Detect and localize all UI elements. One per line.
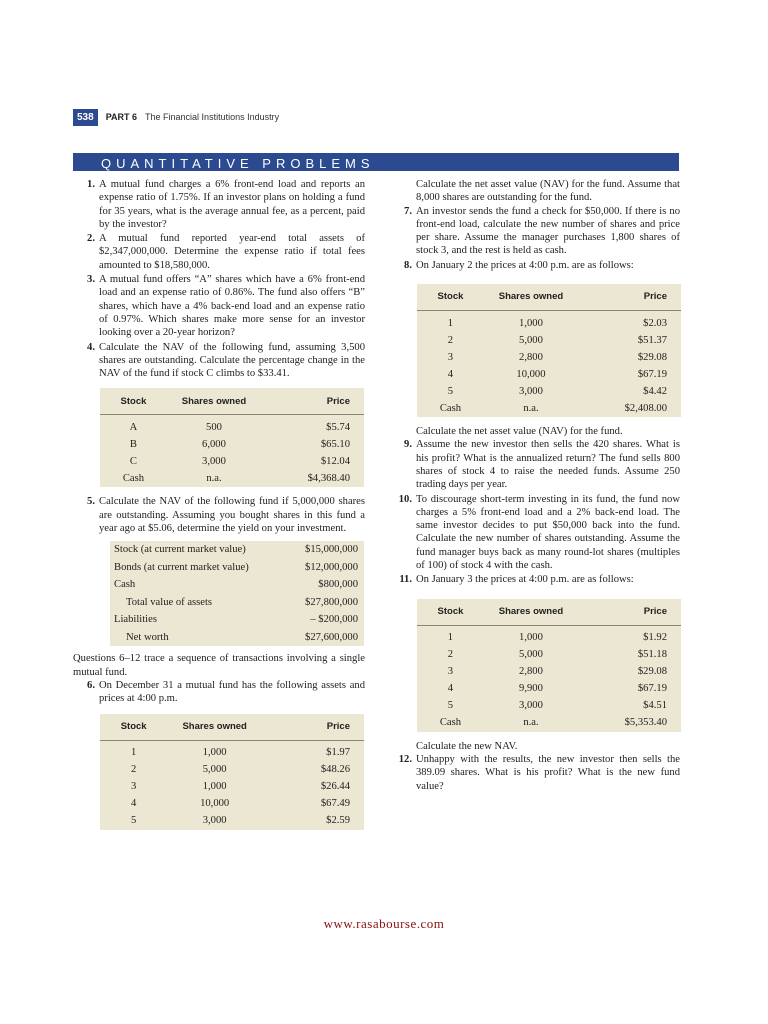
- cell-shares: 500: [206, 422, 222, 434]
- cell-price: $2.03: [643, 317, 667, 329]
- header-shares: Shares owned: [484, 599, 578, 626]
- item-value: $12,000,000: [305, 561, 358, 573]
- problem-number: 1.: [87, 179, 95, 190]
- cell-shares: n.a.: [523, 717, 539, 729]
- table-row: [417, 681, 681, 698]
- table-problem-6: [100, 714, 364, 830]
- table-row: [100, 470, 364, 487]
- cell-stock: 3: [447, 351, 454, 363]
- cell-price: $26.44: [320, 781, 350, 793]
- page-header: [73, 108, 279, 126]
- header-shares: Shares owned: [167, 714, 262, 741]
- table-problem-11: [417, 599, 681, 732]
- problem-number: 12.: [398, 753, 412, 765]
- section-banner: [73, 153, 679, 171]
- problem-text: On December 31 a mutual fund has the following assets and prices at 4:00 p.m.: [99, 679, 365, 705]
- cell-stock: A: [129, 422, 138, 434]
- cell-price: $4.51: [643, 700, 667, 712]
- cell-shares: 1,000: [202, 781, 227, 793]
- cell-stock: 5: [447, 700, 454, 712]
- problem-number: 7.: [404, 205, 412, 217]
- cell-shares: 10,000: [200, 798, 230, 810]
- header-stock: Stock: [417, 284, 484, 311]
- header-stock: Stock: [100, 714, 167, 741]
- footer-url[interactable]: www.rasabourse.com: [323, 916, 445, 931]
- item-value: $27,800,000: [305, 596, 358, 608]
- table-row: [100, 762, 364, 779]
- problem-number: 8.: [404, 259, 412, 271]
- table-row: [100, 436, 364, 453]
- header-shares: Shares owned: [484, 284, 578, 311]
- cell-price: $51.37: [637, 334, 667, 346]
- cell-stock: 5: [131, 815, 137, 827]
- problem-5: [73, 495, 365, 535]
- cell-shares: n.a.: [523, 402, 539, 414]
- table-row: [110, 541, 364, 559]
- cell-stock: 3: [131, 781, 137, 793]
- table-row: [110, 594, 364, 612]
- problem-text: To discourage short-term investing in its fund, the fund now charges a 5% front-end load and a 2% back-end load. The same investor decides to put $50,000 back into the fund. Calculate the new number of shares outstanding. Assume the fund manager buys back as many round-lot shares (multiples of 100) of stock 4 with the cash.: [416, 493, 680, 572]
- table-row: [100, 740, 364, 762]
- problem-text: Calculate the NAV of the following fund, assuming 3,500 shares are outstanding. Calculate the percentage change in the NAV of the fund if stock C climbs to $33.41.: [99, 341, 365, 380]
- cell-price: $4,368.40: [307, 473, 350, 485]
- problem-9: [390, 438, 680, 491]
- cell-shares: 2,800: [519, 351, 543, 363]
- cell-stock: 5: [447, 385, 454, 397]
- cell-shares: 1,000: [202, 747, 227, 759]
- cell-stock: Cash: [122, 473, 145, 485]
- table-row: [110, 629, 364, 647]
- cell-stock: 2: [447, 334, 454, 346]
- cell-stock: B: [129, 439, 137, 451]
- problem-1: [73, 178, 365, 231]
- intro-questions-6-12: Questions 6–12 trace a sequence of transactions involving a single mutual fund.: [73, 653, 365, 678]
- problem-text: A mutual fund reported year-end total assets of $2,347,000,000. Determine the expense ratio if total fees amounted to $18,580,000.: [99, 233, 365, 271]
- cell-price: $65.10: [320, 439, 350, 451]
- right-column: [390, 178, 680, 794]
- cell-stock: 3: [447, 666, 454, 678]
- header-price: Price: [261, 388, 364, 415]
- table-row: [110, 559, 364, 577]
- problem-10: [390, 493, 680, 573]
- cell-shares: 3,000: [519, 700, 543, 712]
- cell-stock: 1: [447, 317, 454, 329]
- cell-shares: 3,000: [202, 815, 227, 827]
- cell-stock: 4: [447, 683, 454, 695]
- part-label: PART 6: [105, 112, 138, 122]
- cell-shares: 3,000: [519, 385, 543, 397]
- problem-11: [390, 573, 680, 586]
- header-price: Price: [578, 599, 681, 626]
- header-stock: Stock: [417, 599, 484, 626]
- table-problem-8: [417, 284, 681, 417]
- cell-price: $67.49: [320, 798, 350, 810]
- cell-shares: 3,000: [202, 456, 226, 468]
- problem-8: [390, 259, 680, 272]
- cell-price: $12.04: [320, 456, 350, 468]
- cell-price: $48.26: [320, 764, 350, 776]
- part-title: The Financial Institutions Industry: [145, 112, 280, 122]
- cell-shares: 5,000: [519, 649, 543, 661]
- problem-3: [73, 273, 365, 339]
- problem-12: [390, 753, 680, 793]
- cell-stock: 1: [447, 632, 454, 644]
- cell-price: $1.97: [326, 747, 350, 759]
- problem-number: 3.: [87, 274, 95, 286]
- table-row: [417, 332, 681, 349]
- table-row: [100, 415, 364, 437]
- item-label: Cash: [114, 579, 136, 591]
- cell-stock: 2: [447, 649, 454, 661]
- cell-shares: 2,800: [519, 666, 543, 678]
- cell-shares: 1,000: [519, 632, 543, 644]
- table-problem-4: [100, 388, 364, 487]
- problem-text: An investor sends the fund a check for $50,000. If there is no front-end load, calculate the new number of shares and price per share. Assume the manager purchases 1,800 shares of stock 3, and the rest is held as cash.: [416, 205, 680, 257]
- problem-6-continued: Calculate the net asset value (NAV) for the fund. Assume that 8,000 shares are outstanding for the fund.: [416, 179, 680, 204]
- table-row: [417, 715, 681, 732]
- problem-text: Assume the new investor then sells the 420 shares. What is his profit? What is the annualized return? The fund sells 800 shares of stock 4 to raise the needed funds. Assume 250 trading days per year.: [416, 439, 680, 491]
- cell-stock: 2: [131, 764, 137, 776]
- problem-text: Unhappy with the results, the new investor then sells the 389.09 shares. What is his profit? What is the new fund value?: [416, 753, 680, 792]
- table-row: [110, 576, 364, 594]
- table-row: [417, 366, 681, 383]
- table-row: [100, 796, 364, 813]
- problem-11-after: Calculate the new NAV.: [416, 740, 518, 752]
- table-row: [110, 611, 364, 629]
- cell-shares: 5,000: [519, 334, 543, 346]
- page-number: 538: [73, 109, 98, 126]
- cell-price: $29.08: [637, 666, 667, 678]
- problem-7: [390, 205, 680, 258]
- table-row: [417, 625, 681, 647]
- cell-shares: n.a.: [206, 473, 222, 485]
- item-label: Stock (at current market value): [114, 544, 246, 556]
- problem-8-after: Calculate the net asset value (NAV) for the fund.: [416, 426, 623, 438]
- problem-number: 4.: [87, 341, 95, 353]
- cell-stock: 4: [131, 798, 137, 810]
- table-row: [100, 779, 364, 796]
- cell-price: $67.19: [637, 683, 667, 695]
- problem-number: 2.: [87, 233, 95, 245]
- table-row: [417, 349, 681, 366]
- problem-number: 5.: [87, 496, 95, 508]
- section-title: QUANTITATIVE PROBLEMS: [101, 156, 375, 171]
- cell-price: $2,408.00: [624, 402, 667, 414]
- item-label: Net worth: [126, 631, 169, 643]
- header-price: Price: [578, 284, 681, 311]
- cell-stock: Cash: [439, 402, 462, 414]
- cell-stock: C: [129, 456, 137, 468]
- table-row: [417, 400, 681, 417]
- left-column: [73, 178, 365, 838]
- cell-price: $2.59: [326, 815, 350, 827]
- item-value: – $200,000: [310, 614, 358, 626]
- table-row: [100, 813, 364, 830]
- header-shares: Shares owned: [167, 388, 261, 415]
- problem-2: [73, 232, 365, 272]
- header-price: Price: [262, 714, 364, 741]
- item-label: Bonds (at current market value): [114, 561, 249, 573]
- problem-text: On January 2 the prices at 4:00 p.m. are as follows:: [416, 259, 634, 271]
- cell-stock: 4: [447, 368, 454, 380]
- problem-number: 6.: [87, 679, 95, 691]
- problem-text: Calculate the NAV of the following fund if 5,000,000 shares are outstanding. Assuming you bought shares in this fund a year ago at $5.06, determine the yield on your investment.: [99, 496, 365, 535]
- table-row: [417, 311, 681, 333]
- item-value: $15,000,000: [305, 544, 358, 556]
- problem-number: 9.: [404, 439, 412, 451]
- table-row: [417, 664, 681, 681]
- table-row: [417, 698, 681, 715]
- item-label: Liabilities: [114, 614, 157, 626]
- problem-number: 10.: [398, 493, 412, 505]
- header-stock: Stock: [100, 388, 167, 415]
- cell-price: $51.18: [637, 649, 667, 661]
- problem-4: [73, 341, 365, 381]
- balance-sheet-problem-5: [110, 541, 364, 646]
- table-row: [417, 647, 681, 664]
- problem-text: A mutual fund offers “A” shares which have a 6% front-end load and an expense ratio of 0.86%. The fund also offers “B” shares, which have a 4% back-end load and an expense ratio of 0.97%. Which shares make more sense for an investor looking over a 20-year horizon?: [99, 274, 365, 339]
- cell-price: $29.08: [637, 351, 667, 363]
- cell-price: $5,353.40: [624, 717, 667, 729]
- cell-shares: 1,000: [519, 317, 543, 329]
- item-value: $800,000: [318, 579, 358, 591]
- cell-stock: 1: [131, 747, 137, 759]
- item-value: $27,600,000: [305, 631, 358, 643]
- item-label: Total value of assets: [126, 596, 213, 608]
- cell-shares: 9,900: [519, 683, 543, 695]
- problem-text: A mutual fund charges a 6% front-end load and reports an expense ratio of 1.75%. If an investor plans on holding a fund for 35 years, what is the average annual fee, as a percent, paid by the investor?: [99, 179, 365, 230]
- cell-shares: 5,000: [202, 764, 227, 776]
- cell-stock: Cash: [439, 717, 462, 729]
- cell-shares: 10,000: [516, 368, 546, 380]
- cell-price: $4.42: [643, 385, 667, 397]
- problem-text: On January 3 the prices at 4:00 p.m. are as follows:: [416, 574, 634, 586]
- table-row: [100, 453, 364, 470]
- problem-number: 11.: [399, 574, 412, 586]
- table-row: [417, 383, 681, 400]
- cell-price: $67.19: [637, 368, 667, 380]
- problem-6: [73, 679, 365, 706]
- cell-shares: 6,000: [202, 439, 226, 451]
- cell-price: $5.74: [326, 422, 350, 434]
- cell-price: $1.92: [643, 632, 667, 644]
